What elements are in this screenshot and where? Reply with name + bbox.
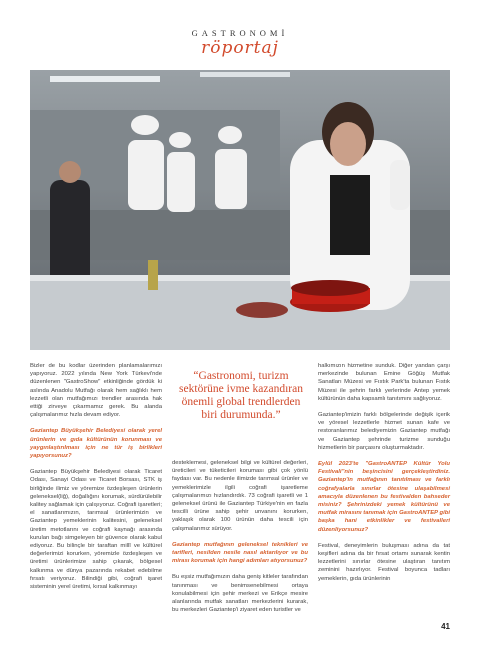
paragraph: Bizler de bu kodlar üzerinden planlamalarımızı yapıyoruz. 2022 yılında New York Türkevi'nde düzenlenen "GastroShow" etkinliğinde gördük ki aslında Anadolu Mutfağı olarak hem sağlıklı hem lezzetli olan mutfağımızı trendler arasında hak ettiği zirveye çıkarmamız gerek. Bu alanda çalışmalarımız hızla devam ediyor. [30, 363, 162, 419]
paragraph: desteklemesi, geleneksel bilgi ve kültürel değerleri, üreticileri ve tüketicileri koruması gibi çok yönlü faydası var. Bu nedenle ilimizde tarımsal ürünler ve yemeklerimizle ilgili coğrafi işaretleme çalışmalarımızı hızlandırdık. 73 coğrafi işaretli ve 1 geleneksel ürünü ile Gaziantep Türkiye'nin en fazla tescilli ürüne sahip şehir unvanını korurken, yaklaşık olarak 100 ürünün daha tescili için çalışmalarımız sürüyor. [172, 460, 308, 532]
kitchen-scene-illustration [30, 70, 450, 350]
page-number: 41 [441, 622, 450, 631]
interview-question: Gaziantep Büyükşehir Belediyesi olarak yerel ürünlerin ve gıda kültürünün korunması ve yaygınlaştırılması için ne tür iş birlikleri yapıyorsunuz? [30, 428, 162, 460]
section-title: röportaj [201, 38, 279, 58]
page-header [0, 0, 480, 66]
section-kicker: GASTRONOMİ [191, 28, 289, 38]
article-photo [30, 70, 450, 350]
interview-question: Gaziantep mutfağının geleneksel teknikleri ve tarifleri, nesilden nesile nasıl aktarılıyor ve bu mirası korumak için hangi adımları atıyorsunuz? [172, 541, 308, 565]
text-column-1 [30, 362, 162, 599]
paragraph: Bu eşsiz mutfağımızın daha geniş kitleler tarafından tanınması ve benimsenebilmesi ortaya konulabilmesi için şehir merkezi ve Erikçe mesire alanlarında mutfak sanatları merkezlerini kurarak, bu merkezleri Gaziantep'i ziyaret eden turistler ve [172, 574, 308, 614]
paragraph: Gaziantep Büyükşehir Belediyesi olarak Ticaret Odası, Sanayi Odası ve Ticaret Borsası, STK iş birliğinde ilimiz ve yöremize özdeşleşen ürünlerin geleneksel(liğ), doğallığını korumak, sürdürülebilir kalitey sağlamak için çalışıyoruz. Coğrafi işaretleri; el sanatlarımızın, tarımsal ürünlerimizin ve Gaziantep yemeklerinin kalitesini, geleneksel üretim metotlarını ve coğrafi kaynağı arasında kurulan bağı simgeleyen bir güvence olarak kabul ediyoruz. Bu bilinçle bir taraftan millî ve kültürel değerlerimizi korurken, yöremizle özdeşleşen ve üretimi ürünlerimize sahip çıkarak, bölgesel kalkınma ve dünya pazarında rekabet edebilme fırsatı veriyoruz. Bilindiği gibi, coğrafi işaret sisteminin yerel üretimi, kırsal kalkınmayı [30, 469, 162, 591]
paragraph: halkımızın hizmetine sunduk. Diğer yandan çarşı merkezinde bulunan Emine Göğüş Mutfak Sanatları Müzesi ve Fıstık Park'ta bulunan Fıstık Müzesi ile şehrin farklı yerlerinde Antep yemek kültürünün daha kapsamlı tanıtımını sağlıyoruz. [318, 363, 450, 402]
paragraph: Festival, deneyimlerin buluşması adına da tat keşifleri adına da bir fırsat ortamı sunarak kentin lezzetlerini sınırlar ötesine ulaştıran tanıtım zeminini hazırlıyor. Festival boyunca tadları yemeklerin, gıda ürünlerinin [318, 542, 450, 582]
text-column-3 [318, 362, 450, 591]
interview-question: Eylül 2023'te "GastroANTEP Kültür Yolu Festivali"nin beşincisini gerçekleştirdiniz. Gaziantep'in mutfağının tanıtılması ve farklı coğrafyalarla sınırlar ötesine ulaşabilmesi amacıyla düzenlenen bu festivalden bahseder misiniz? Şehrinizdeki yemek kültürünü ve mutfak mirasını tanımak için GastroANTEP gibi başka hani etkinlikler ve festivalleri düzenliyorsunuz? [318, 461, 450, 533]
paragraph: Gaziantep'imizin farklı bölgelerinde değişik içerik ve yöresel lezzetlerle hizmet sunan kafe ve restoranlarımız belediyemizin Gaziantep mutfağı ve Gaziantep şehrinde turizme sunduğu hizmetlerin bir parçasını oluşturmaktadır. [318, 412, 450, 451]
pull-quote: “Gastronomi, turizm sektörüne ivme kazandıran önemli global trendlerden biri durumunda.” [179, 370, 303, 421]
